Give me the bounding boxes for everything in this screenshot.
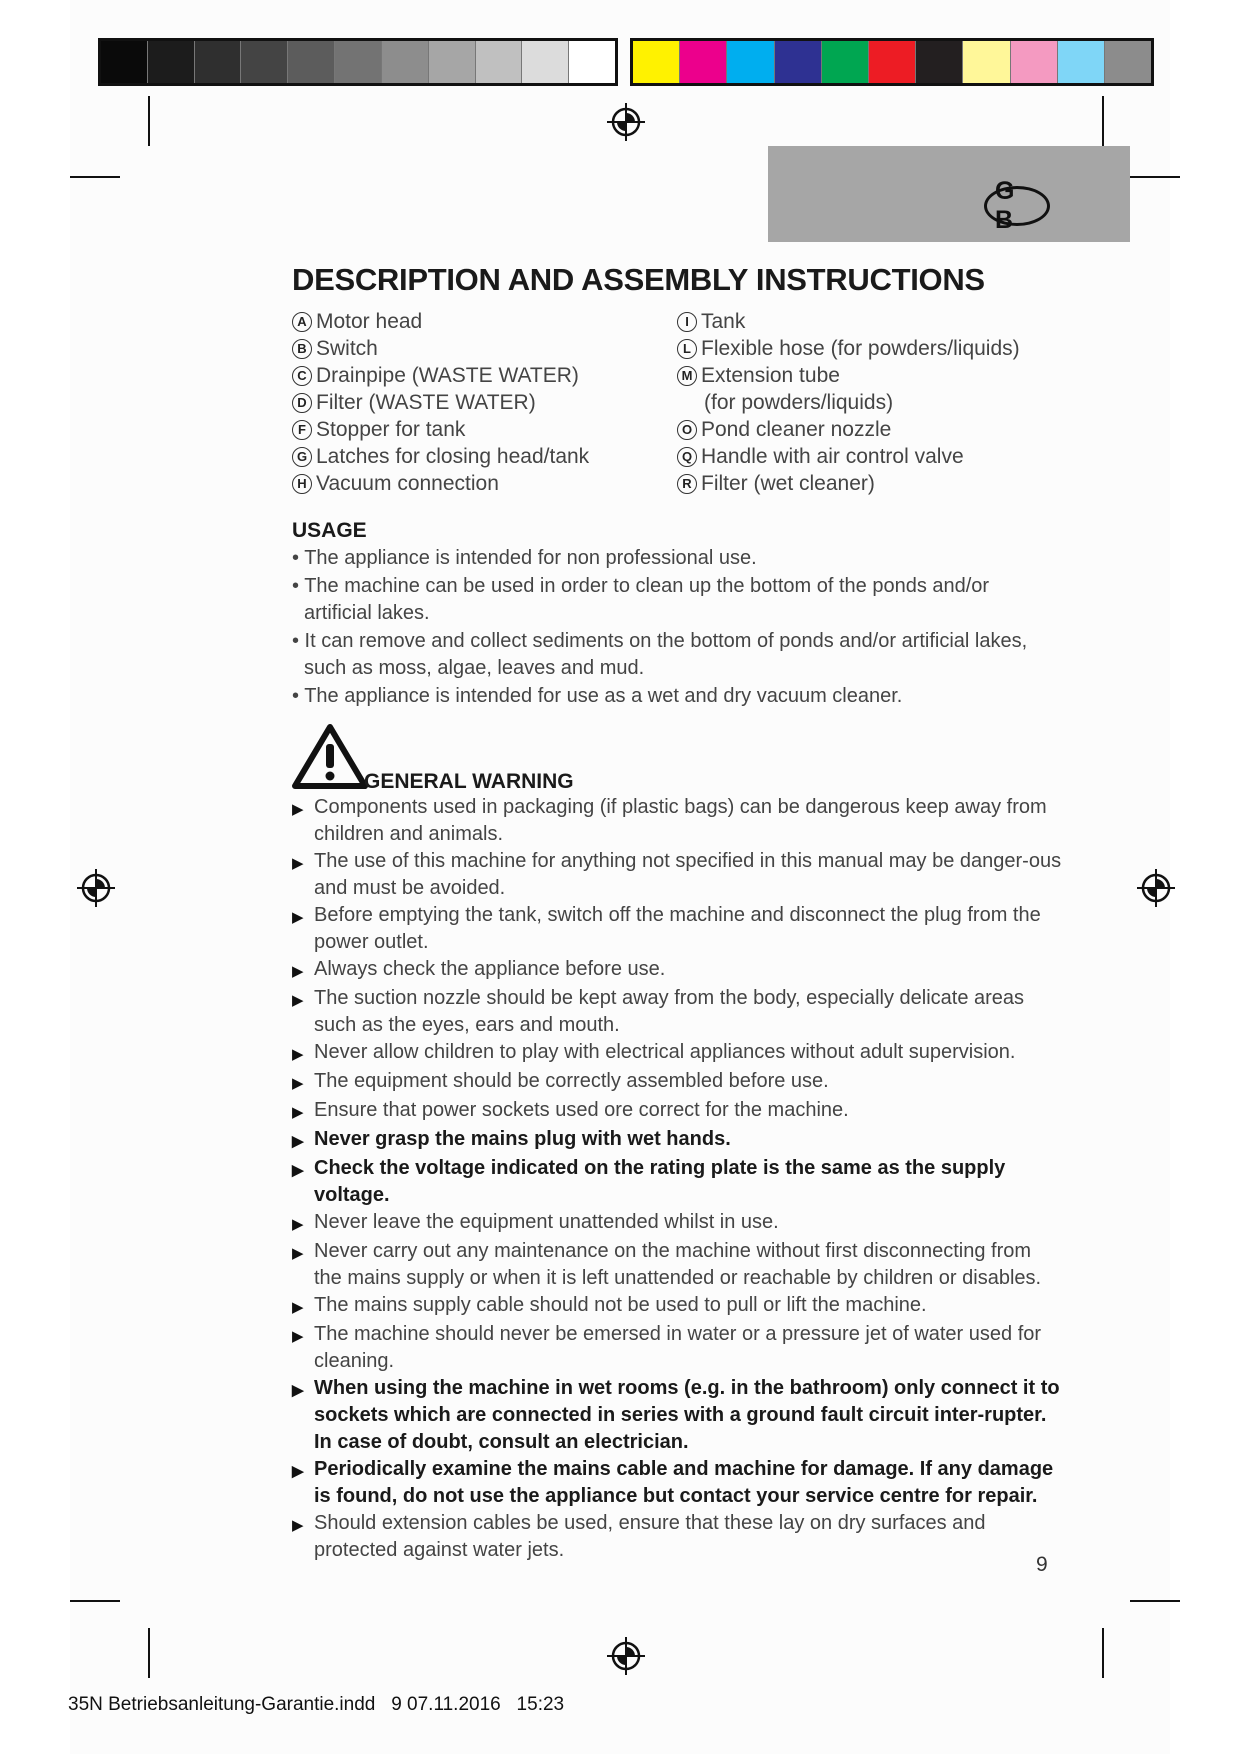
warning-item <box>292 1155 1062 1209</box>
warning-item <box>292 1292 1062 1321</box>
warning-item <box>292 902 1062 956</box>
color-swatch <box>869 41 916 83</box>
warning-text: Never allow children to play with electrical appliances without adult supervision. <box>314 1041 1016 1063</box>
usage-list <box>292 545 1062 710</box>
color-swatch <box>822 41 869 83</box>
part-label: Pond cleaner nozzle <box>701 417 892 441</box>
part-item <box>677 362 1062 389</box>
crop-mark <box>1130 176 1180 178</box>
warning-text: The suction nozzle should be kept away from the body, especially delicate areas such as the eyes, ears and mouth. <box>314 987 1025 1036</box>
registration-mark-icon <box>1136 868 1176 908</box>
color-swatch <box>916 41 963 83</box>
bullet-arrow-icon: ▶ <box>292 1216 304 1233</box>
color-swatch <box>241 41 288 83</box>
warning-text: Always check the appliance before use. <box>314 958 666 980</box>
crop-mark <box>70 1600 120 1602</box>
color-swatch <box>429 41 476 83</box>
warning-text: Before emptying the tank, switch off the machine and disconnect the plug from the power outlet. <box>314 904 1041 953</box>
page-title: DESCRIPTION AND ASSEMBLY INSTRUCTIONS <box>292 262 985 297</box>
part-letter-icon: R <box>677 474 697 494</box>
warning-item <box>292 794 1062 848</box>
page-number: 9 <box>1036 1553 1048 1576</box>
color-swatch <box>727 41 774 83</box>
color-swatch <box>382 41 429 83</box>
bullet-arrow-icon: ▶ <box>292 855 304 872</box>
part-letter-icon: H <box>292 474 312 494</box>
color-swatch <box>775 41 822 83</box>
usage-item: • The appliance is intended for non professional use. <box>292 547 757 569</box>
warning-text: Never carry out any maintenance on the machine without first disconnecting from the mains supply or when it is left unattended or reachable by children or disables. <box>314 1240 1042 1289</box>
usage-item: • The machine can be used in order to clean up the bottom of the ponds and/or artificial lakes. <box>292 575 990 624</box>
part-sublabel: (for powders/liquids) <box>704 390 894 414</box>
part-label: Stopper for tank <box>316 417 466 441</box>
bullet-arrow-icon: ▶ <box>292 1046 304 1063</box>
usage-heading: USAGE <box>292 519 367 542</box>
usage-item: • The appliance is intended for use as a wet and dry vacuum cleaner. <box>292 685 903 707</box>
part-label: Flexible hose (for powders/liquids) <box>701 336 1020 360</box>
warning-header <box>292 724 1062 793</box>
part-item <box>292 335 677 362</box>
warning-item <box>292 1126 1062 1155</box>
bullet-arrow-icon: ▶ <box>292 1245 304 1262</box>
warning-item <box>292 1238 1062 1292</box>
part-letter-icon: B <box>292 339 312 359</box>
part-label: Filter (wet cleaner) <box>701 471 875 495</box>
color-swatch <box>195 41 242 83</box>
part-label: Switch <box>316 336 378 360</box>
main-content <box>292 262 1062 1564</box>
bullet-arrow-icon: ▶ <box>292 1463 304 1480</box>
part-label: Vacuum connection <box>316 471 499 495</box>
color-swatch <box>1011 41 1058 83</box>
crop-mark <box>1102 96 1104 146</box>
part-item <box>677 470 1062 497</box>
crop-mark <box>148 96 150 146</box>
warning-text: Periodically examine the mains cable and machine for damage. If any damage is found, do not use the appliance but contact your service centre for repair. <box>314 1458 1054 1507</box>
bullet-arrow-icon: ▶ <box>292 1133 304 1150</box>
parts-list <box>292 308 1062 497</box>
warning-item <box>292 1321 1062 1375</box>
warning-text: Check the voltage indicated on the rating plate is the same as the supply voltage. <box>314 1157 1006 1206</box>
warning-item <box>292 1039 1062 1068</box>
warning-item <box>292 985 1062 1039</box>
part-item <box>292 443 677 470</box>
warning-text: The equipment should be correctly assembled before use. <box>314 1070 829 1092</box>
bullet-arrow-icon: ▶ <box>292 1104 304 1121</box>
color-swatch <box>963 41 1010 83</box>
warning-heading: GENERAL WARNING <box>364 770 574 793</box>
crop-mark <box>1102 1628 1104 1678</box>
grayscale-bar <box>98 38 618 86</box>
part-letter-icon: A <box>292 312 312 332</box>
warning-item <box>292 1068 1062 1097</box>
crop-mark <box>1130 1600 1180 1602</box>
warning-text: The mains supply cable should not be used to pull or lift the machine. <box>314 1294 927 1316</box>
color-swatch <box>633 41 680 83</box>
color-bar <box>630 38 1154 86</box>
registration-mark-icon <box>606 1636 646 1676</box>
color-swatch <box>101 41 148 83</box>
part-label: Handle with air control valve <box>701 444 964 468</box>
part-item <box>292 362 677 389</box>
warning-text: When using the machine in wet rooms (e.g. in the bathroom) only connect it to sockets which are connected in series with a ground fault circuit inter-rupter. In case of doubt, consult an electrician. <box>314 1377 1060 1453</box>
warning-item <box>292 1510 1062 1564</box>
part-label: Tank <box>701 309 746 333</box>
warning-triangle-icon <box>292 724 368 790</box>
part-item <box>292 416 677 443</box>
warning-item <box>292 1097 1062 1126</box>
registration-mark-icon <box>606 102 646 142</box>
part-letter-icon: D <box>292 393 312 413</box>
registration-mark-icon <box>76 868 116 908</box>
bullet-arrow-icon: ▶ <box>292 1299 304 1316</box>
part-label: Extension tube <box>701 363 840 387</box>
part-item <box>292 389 677 416</box>
part-letter-icon: Q <box>677 447 697 467</box>
warning-text: The use of this machine for anything not specified in this manual may be danger-ous and must be avoided. <box>314 850 1062 899</box>
part-item <box>292 470 677 497</box>
warning-item <box>292 1375 1062 1456</box>
part-letter-icon: C <box>292 366 312 386</box>
color-swatch <box>148 41 195 83</box>
part-label: Motor head <box>316 309 423 333</box>
bullet-arrow-icon: ▶ <box>292 963 304 980</box>
warning-text: Ensure that power sockets used ore correct for the machine. <box>314 1099 849 1121</box>
color-swatch <box>335 41 382 83</box>
warning-text: The machine should never be emersed in water or a pressure jet of water used for cleaning. <box>314 1323 1042 1372</box>
part-letter-icon: I <box>677 312 697 332</box>
warning-item <box>292 956 1062 985</box>
color-swatch <box>680 41 727 83</box>
warning-text: Components used in packaging (if plastic bags) can be dangerous keep away from children and animals. <box>314 796 1047 845</box>
bullet-arrow-icon: ▶ <box>292 992 304 1009</box>
language-code-badge: G B <box>984 186 1050 226</box>
color-swatch <box>476 41 523 83</box>
bullet-arrow-icon: ▶ <box>292 801 304 818</box>
part-letter-icon: M <box>677 366 697 386</box>
color-swatch <box>1058 41 1105 83</box>
bullet-arrow-icon: ▶ <box>292 1328 304 1345</box>
bullet-arrow-icon: ▶ <box>292 1382 304 1399</box>
print-slug-footer: 35N Betriebsanleitung-Garantie.indd 9 07.11.2016 15:23 <box>68 1694 565 1715</box>
part-label: Latches for closing head/tank <box>316 444 590 468</box>
crop-mark <box>70 176 120 178</box>
part-item <box>292 308 677 335</box>
bullet-arrow-icon: ▶ <box>292 1162 304 1179</box>
part-item <box>677 443 1062 470</box>
warning-text: Never leave the equipment unattended whilst in use. <box>314 1211 779 1233</box>
color-swatch <box>288 41 335 83</box>
color-swatch <box>1105 41 1151 83</box>
usage-item: • It can remove and collect sediments on the bottom of ponds and/or artificial lakes, such as moss, algae, leaves and mud. <box>292 630 1028 679</box>
warning-list <box>292 794 1062 1564</box>
warning-item <box>292 1456 1062 1510</box>
part-letter-icon: G <box>292 447 312 467</box>
part-letter-icon: L <box>677 339 697 359</box>
warning-text: Never grasp the mains plug with wet hands. <box>314 1128 731 1150</box>
part-item <box>677 416 1062 443</box>
bullet-arrow-icon: ▶ <box>292 909 304 926</box>
part-item <box>677 335 1062 362</box>
color-swatch <box>522 41 569 83</box>
part-letter-icon: F <box>292 420 312 440</box>
warning-text: Should extension cables be used, ensure that these lay on dry surfaces and protected against water jets. <box>314 1512 986 1561</box>
color-swatch <box>569 41 615 83</box>
bullet-arrow-icon: ▶ <box>292 1517 304 1534</box>
parts-column-left <box>292 308 677 497</box>
part-label: Filter (WASTE WATER) <box>316 390 536 414</box>
language-tab <box>768 146 1130 242</box>
bullet-arrow-icon: ▶ <box>292 1075 304 1092</box>
crop-mark <box>148 1628 150 1678</box>
warning-item <box>292 1209 1062 1238</box>
part-letter-icon: O <box>677 420 697 440</box>
warning-item <box>292 848 1062 902</box>
part-label: Drainpipe (WASTE WATER) <box>316 363 579 387</box>
part-item <box>677 308 1062 335</box>
parts-column-right <box>677 308 1062 497</box>
